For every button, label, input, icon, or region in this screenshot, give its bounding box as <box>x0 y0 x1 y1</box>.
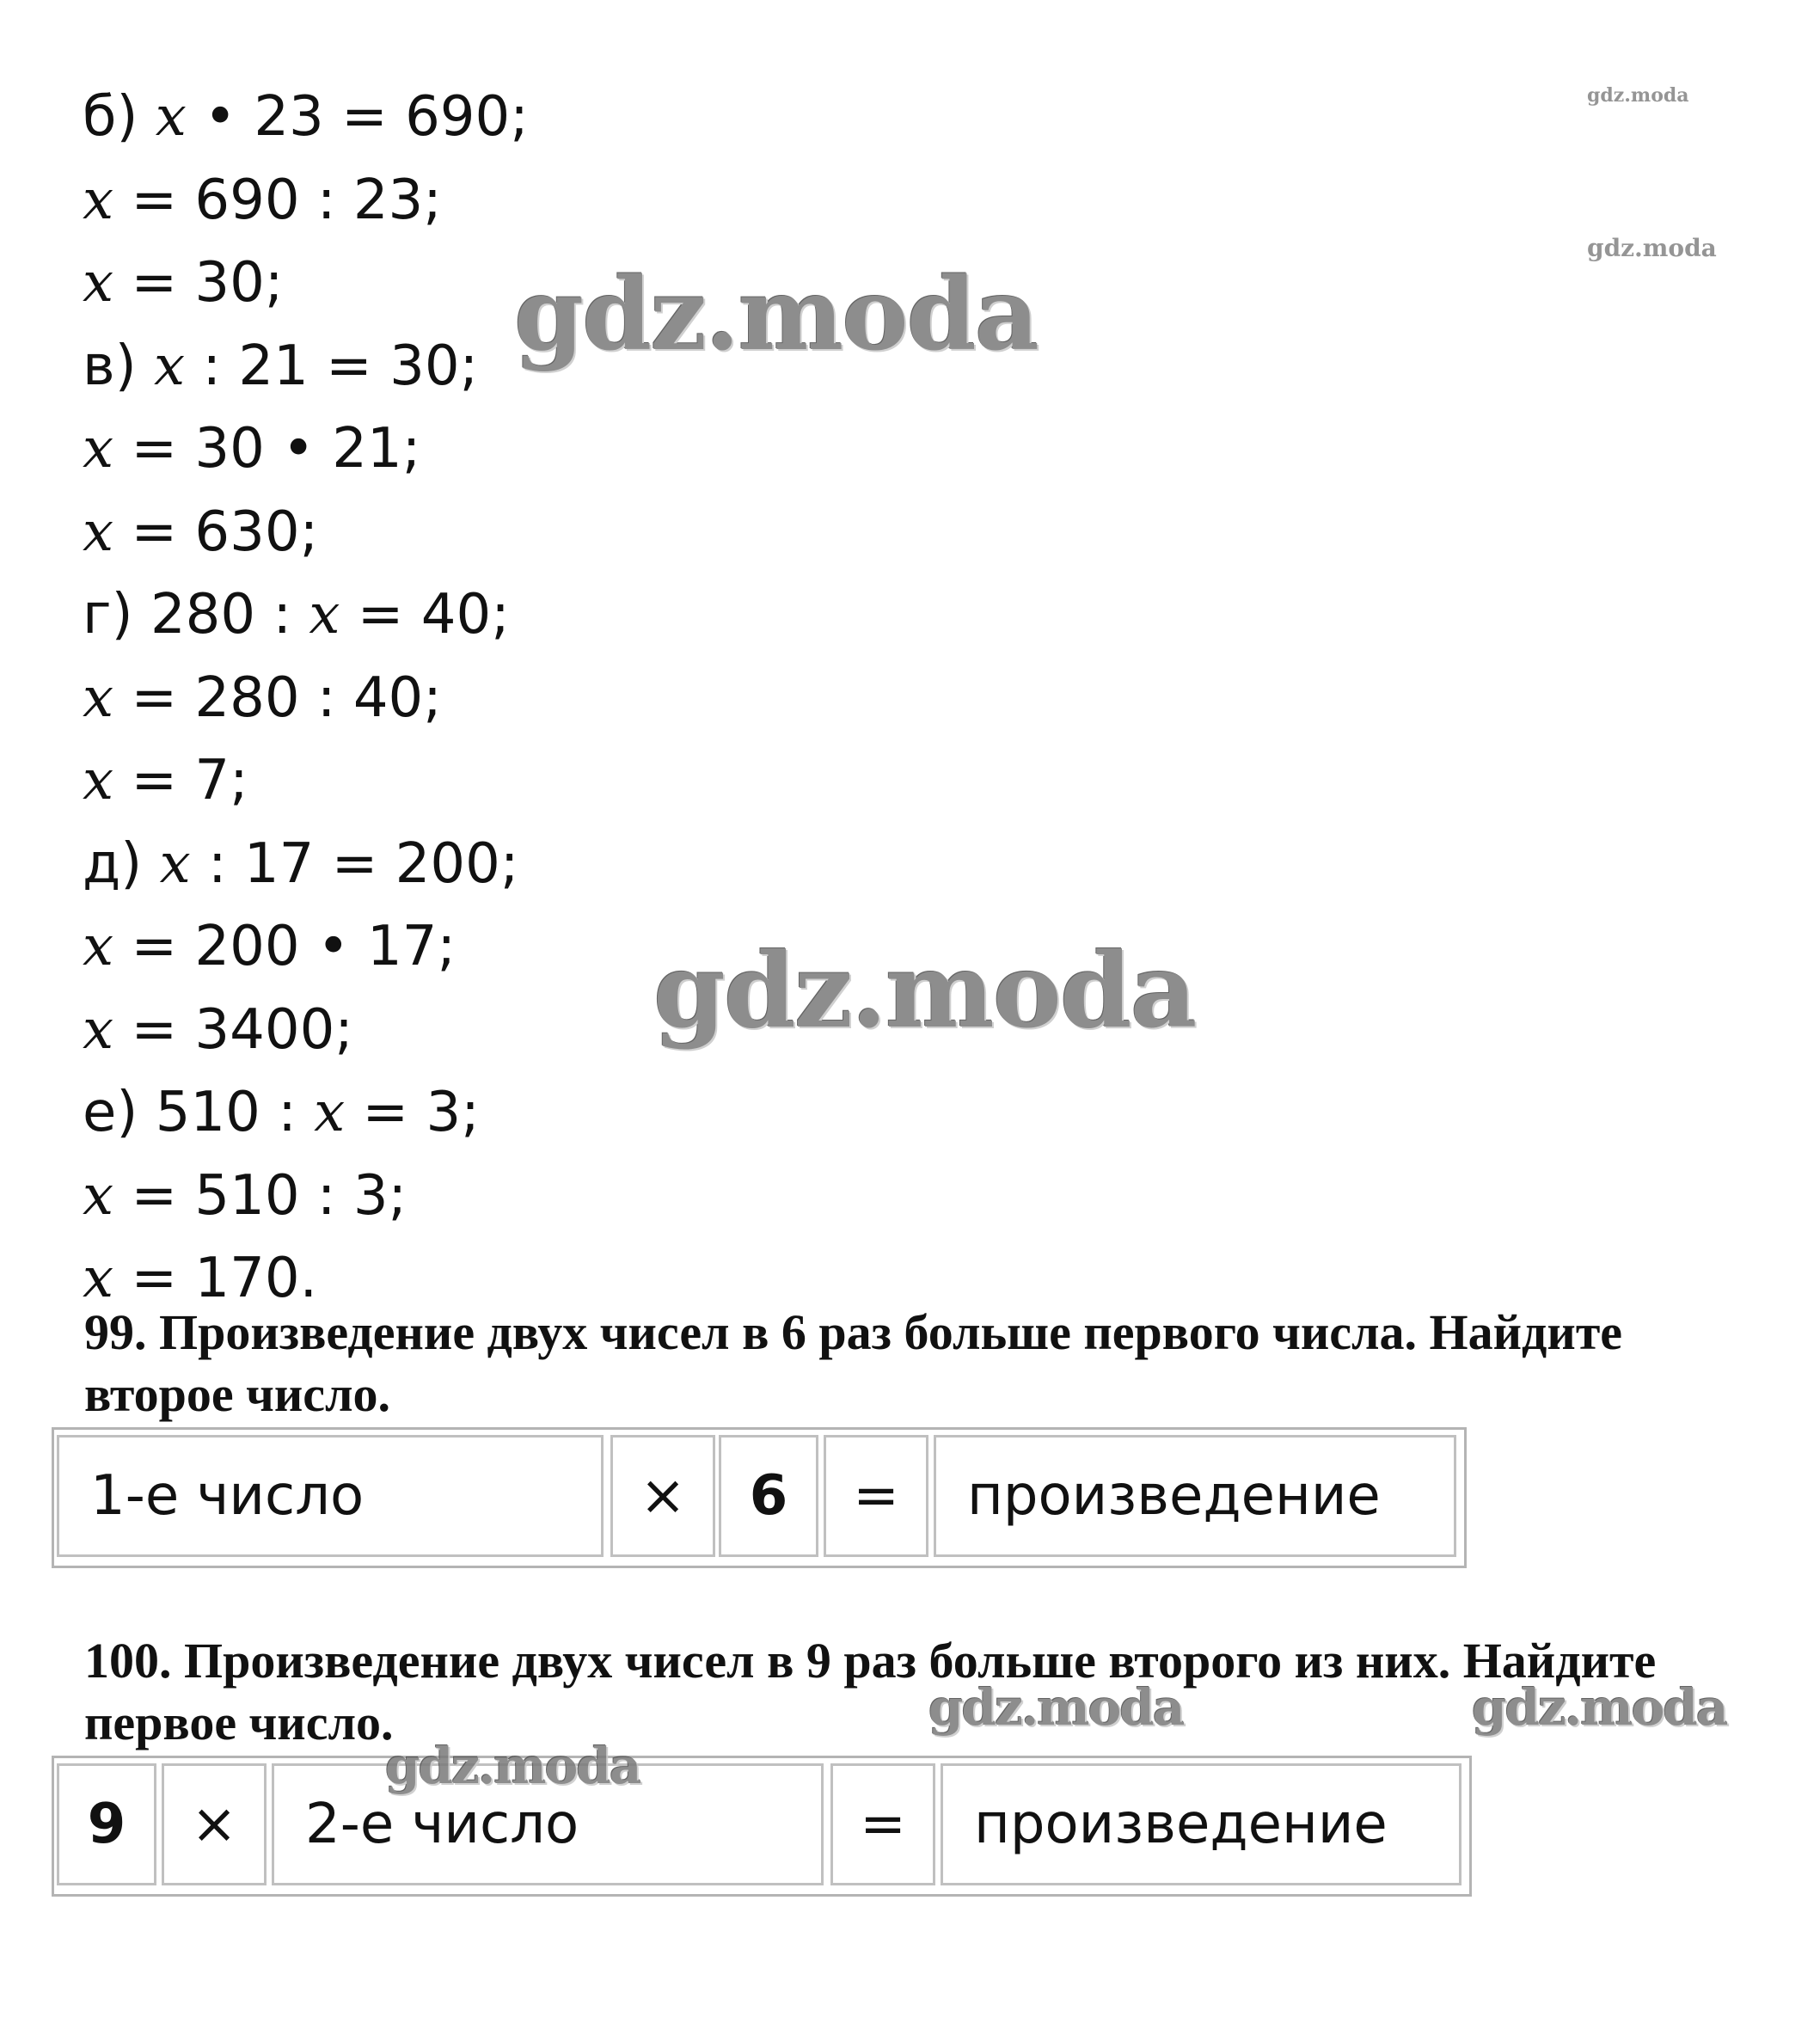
scheme-cell-multiply-sign: × <box>162 1763 267 1885</box>
watermark: gdz.moda <box>1587 234 1717 262</box>
equation-line: е) 510 : x = 3; <box>83 1081 480 1144</box>
scheme-cell-product: произведение <box>941 1763 1462 1885</box>
equation-line: x = 690 : 23; <box>83 168 442 232</box>
equation-line: д) x : 17 = 200; <box>83 831 519 896</box>
equation-line: x = 30 • 21; <box>83 417 421 481</box>
equation-line: x = 510 : 3; <box>83 1163 408 1228</box>
watermark: gdz.moda <box>1472 1678 1727 1737</box>
scheme-cell-factor: 9 <box>57 1763 156 1885</box>
equation-line: x = 280 : 40; <box>83 665 442 730</box>
watermark: gdz.moda <box>653 930 1196 1051</box>
watermark: gdz.moda <box>1587 84 1689 107</box>
equation-line: в) x : 21 = 30; <box>83 334 479 398</box>
equation-line: x = 630; <box>83 500 319 564</box>
watermark: gdz.moda <box>385 1737 640 1795</box>
equation-list <box>83 76 529 1321</box>
problem-100-text: 100. Произведение двух чисел в 9 раз больше второго из них. Найдите первое число. <box>84 1633 1657 1750</box>
equation-line: г) 280 : x = 40; <box>83 583 510 647</box>
equation-line: x = 3400; <box>83 997 353 1062</box>
scheme-cell-second-number: 2-е число <box>272 1763 824 1885</box>
scheme-cell-equals-sign: = <box>830 1763 935 1885</box>
scheme-cell-factor: 6 <box>719 1435 818 1557</box>
equation-line: x = 7; <box>83 749 248 812</box>
equation-line: x = 30; <box>83 251 284 315</box>
equation-line: x = 200 • 17; <box>83 915 456 978</box>
watermark: gdz.moda <box>514 256 1038 373</box>
scheme-cell-first-number: 1-е число <box>57 1435 604 1557</box>
scheme-cell-multiply-sign: × <box>610 1435 715 1557</box>
equation-line: б) x • 23 = 690; <box>83 85 529 149</box>
problem-99-text: 99. Произведение двух чисел в 6 раз больше первого числа. Найдите второе число. <box>84 1304 1623 1422</box>
equation-line: x = 170. <box>83 1247 317 1310</box>
scheme-cell-product: произведение <box>934 1435 1456 1557</box>
scheme-cell-equals-sign: = <box>824 1435 928 1557</box>
problem-100-scheme <box>52 1756 1472 1897</box>
problem-99-scheme <box>52 1427 1467 1568</box>
watermark: gdz.moda <box>928 1678 1184 1737</box>
